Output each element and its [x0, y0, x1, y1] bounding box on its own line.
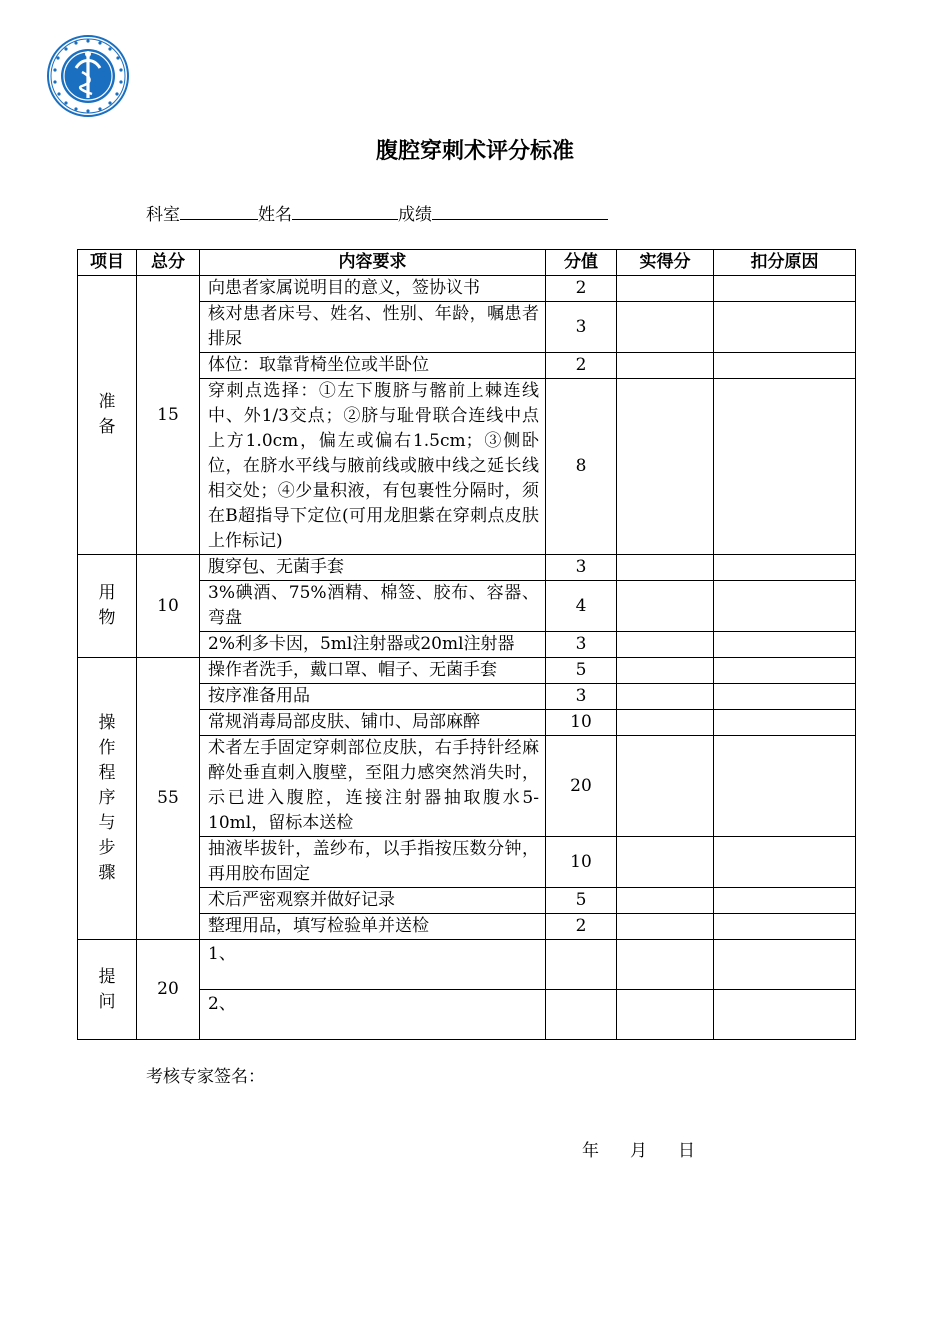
deduction-reason-cell[interactable]: [714, 302, 856, 353]
content-cell: 腹穿包、无菌手套: [200, 555, 546, 581]
content-cell: 术后严密观察并做好记录: [200, 888, 546, 914]
deduction-reason-cell[interactable]: [714, 581, 856, 632]
earned-score-cell[interactable]: [617, 888, 714, 914]
page-title: 腹腔穿刺术评分标准: [375, 139, 574, 164]
earned-score-cell[interactable]: [617, 990, 714, 1040]
total-cell: 55: [137, 658, 200, 940]
header-deduction-reason: 扣分原因: [714, 250, 856, 276]
header-total: 总分: [137, 250, 200, 276]
table-row: [78, 658, 856, 684]
scoring-table: [77, 249, 856, 1040]
category-cell: 操 作 程 序 与 步 骤: [78, 658, 137, 940]
earned-score-cell[interactable]: [617, 353, 714, 379]
deduction-reason-cell[interactable]: [714, 940, 856, 990]
deduction-reason-cell[interactable]: [714, 276, 856, 302]
total-cell: 10: [137, 555, 200, 658]
department-field[interactable]: [180, 201, 258, 220]
signature-label: 考核专家签名：: [146, 1067, 265, 1087]
content-cell: 穿刺点选择：①左下腹脐与髂前上棘连线中、外1/3交点；②脐与耻骨联合连线中点上方1.0cm，偏左或偏右1.5cm；③侧卧位，在脐水平线与腋前线或腋中线之延长线相交处；④少量积液，有包裹性分隔时，须在B超指导下定位(可用龙胆紫在穿刺点皮肤上作标记): [200, 379, 546, 555]
content-cell: 2%利多卡因，5ml注射器或20ml注射器: [200, 632, 546, 658]
header-content: 内容要求: [200, 250, 546, 276]
score-cell: 4: [546, 581, 617, 632]
score-cell: 8: [546, 379, 617, 555]
score-cell: 10: [546, 837, 617, 888]
score-cell: 3: [546, 684, 617, 710]
table-row: [78, 940, 856, 990]
score-cell: 2: [546, 914, 617, 940]
earned-score-cell[interactable]: [617, 555, 714, 581]
total-cell: 15: [137, 276, 200, 555]
date-month: 月: [630, 1141, 647, 1161]
score-label: 成绩: [398, 205, 432, 225]
table-row: [78, 276, 856, 302]
earned-score-cell[interactable]: [617, 684, 714, 710]
earned-score-cell[interactable]: [617, 736, 714, 837]
earned-score-cell[interactable]: [617, 658, 714, 684]
score-cell: 3: [546, 555, 617, 581]
content-cell: 向患者家属说明目的意义，签协议书: [200, 276, 546, 302]
score-cell: [546, 990, 617, 1040]
deduction-reason-cell[interactable]: [714, 353, 856, 379]
earned-score-cell[interactable]: [617, 837, 714, 888]
content-cell: 整理用品，填写检验单并送检: [200, 914, 546, 940]
question-cell[interactable]: 2、: [200, 990, 546, 1040]
question-cell[interactable]: 1、: [200, 940, 546, 990]
score-cell: 3: [546, 632, 617, 658]
department-label: 科室: [146, 205, 180, 225]
deduction-reason-cell[interactable]: [714, 914, 856, 940]
content-cell: 操作者洗手，戴口罩、帽子、无菌手套: [200, 658, 546, 684]
score-cell: 10: [546, 710, 617, 736]
earned-score-cell[interactable]: [617, 710, 714, 736]
score-cell: 5: [546, 888, 617, 914]
deduction-reason-cell[interactable]: [714, 658, 856, 684]
score-cell: 20: [546, 736, 617, 837]
content-cell: 术者左手固定穿刺部位皮肤，右手持针经麻醉处垂直刺入腹壁，至阻力感突然消失时，示已进入腹腔，连接注射器抽取腹水5-10ml，留标本送检: [200, 736, 546, 837]
score-cell: 3: [546, 302, 617, 353]
header-item: 项目: [78, 250, 137, 276]
deduction-reason-cell[interactable]: [714, 684, 856, 710]
header-row: [78, 250, 856, 276]
total-cell: 20: [137, 940, 200, 1040]
content-cell: 常规消毒局部皮肤、铺巾、局部麻醉: [200, 710, 546, 736]
deduction-reason-cell[interactable]: [714, 632, 856, 658]
score-cell: [546, 940, 617, 990]
hospital-logo: [46, 34, 130, 118]
deduction-reason-cell[interactable]: [714, 710, 856, 736]
deduction-reason-cell[interactable]: [714, 888, 856, 914]
deduction-reason-cell[interactable]: [714, 837, 856, 888]
content-cell: 3%碘酒、75%酒精、棉签、胶布、容器、弯盘: [200, 581, 546, 632]
deduction-reason-cell[interactable]: [714, 990, 856, 1040]
content-cell: 抽液毕拔针，盖纱布，以手指按压数分钟，再用胶布固定: [200, 837, 546, 888]
header-earned: 实得分: [617, 250, 714, 276]
earned-score-cell[interactable]: [617, 632, 714, 658]
earned-score-cell[interactable]: [617, 940, 714, 990]
date-year: 年: [582, 1141, 599, 1161]
earned-score-cell[interactable]: [617, 302, 714, 353]
category-cell: 用 物: [78, 555, 137, 658]
deduction-reason-cell[interactable]: [714, 555, 856, 581]
header-score: 分值: [546, 250, 617, 276]
earned-score-cell[interactable]: [617, 276, 714, 302]
table-row: [78, 555, 856, 581]
name-field[interactable]: [292, 201, 398, 220]
date-line: [582, 1136, 695, 1161]
score-cell: 2: [546, 276, 617, 302]
content-cell: 核对患者床号、姓名、性别、年龄，嘱患者排尿: [200, 302, 546, 353]
earned-score-cell[interactable]: [617, 914, 714, 940]
score-cell: 5: [546, 658, 617, 684]
score-cell: 2: [546, 353, 617, 379]
deduction-reason-cell[interactable]: [714, 379, 856, 555]
category-cell: 准 备: [78, 276, 137, 555]
earned-score-cell[interactable]: [617, 581, 714, 632]
name-label: 姓名: [258, 205, 292, 225]
date-day: 日: [678, 1141, 695, 1161]
category-cell: 提 问: [78, 940, 137, 1040]
info-line: [146, 200, 608, 225]
content-cell: 按序准备用品: [200, 684, 546, 710]
deduction-reason-cell[interactable]: [714, 736, 856, 837]
content-cell: 体位：取靠背椅坐位或半卧位: [200, 353, 546, 379]
score-field[interactable]: [432, 201, 608, 220]
earned-score-cell[interactable]: [617, 379, 714, 555]
